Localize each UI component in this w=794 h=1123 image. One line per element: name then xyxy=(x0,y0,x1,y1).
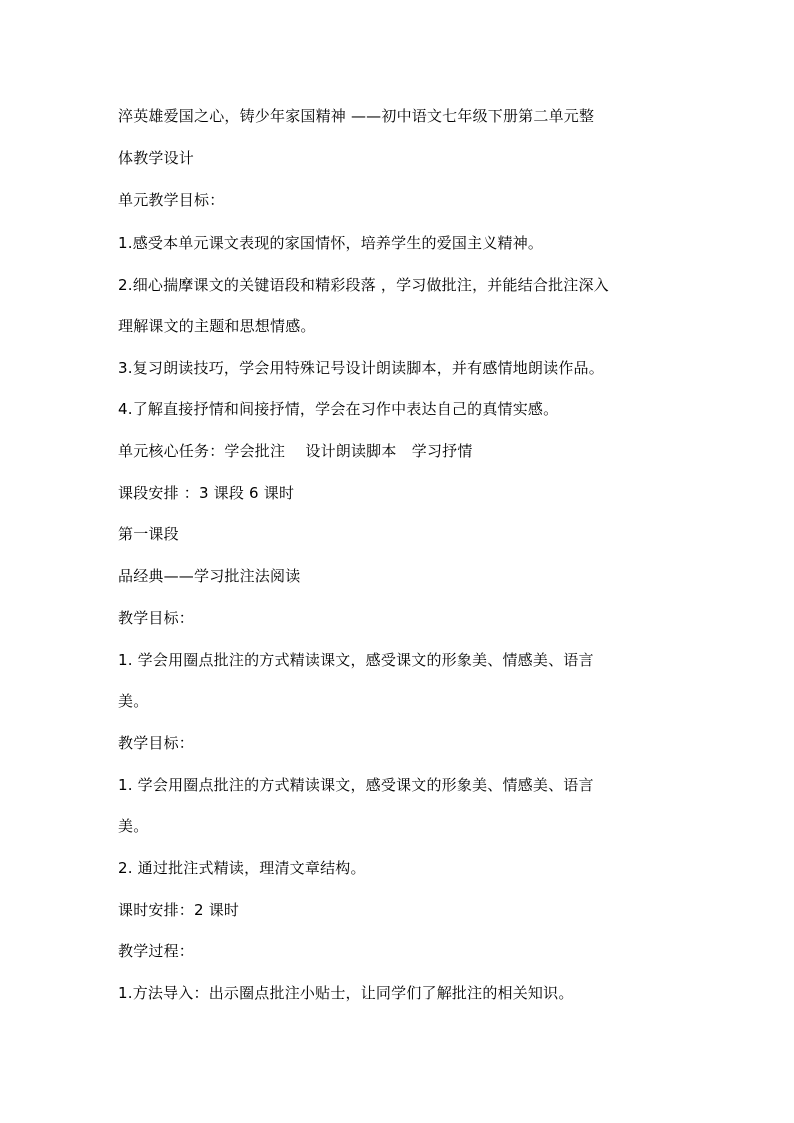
teaching-goal-2: 2. 通过批注式精读，理清文章结构。 xyxy=(118,859,366,877)
teaching-goal-1b-line-1: 1. 学会用圈点批注的方式精读课文，感受课文的形象美、情感美、语言 xyxy=(118,776,594,794)
unit-goal-3: 3.复习朗读技巧，学会用特殊记号设计朗读脚本，并有感情地朗读作品。 xyxy=(118,359,604,377)
document-title-line-1: 淬英雄爱国之心，铸少年家国精神 ——初中语文七年级下册第二单元整 xyxy=(118,107,595,125)
section-heading-first-segment: 第一课段 xyxy=(118,525,179,543)
document-title-line-2: 体教学设计 xyxy=(118,149,195,167)
segment-subtitle: 品经典——学习批注法阅读 xyxy=(118,567,301,585)
section-heading-unit-goals: 单元教学目标： xyxy=(118,191,225,209)
teaching-goal-1b-line-2: 美。 xyxy=(118,817,149,835)
schedule-line: 课段安排 ：3 课段 6 课时 xyxy=(118,484,295,502)
unit-goal-1: 1.感受本单元课文表现的家国情怀，培养学生的爱国主义精神。 xyxy=(118,234,544,252)
teaching-process-heading: 教学过程： xyxy=(118,942,195,960)
class-hours-line: 课时安排：2 课时 xyxy=(118,901,240,919)
teaching-goal-1-line-1: 1. 学会用圈点批注的方式精读课文，感受课文的形象美、情感美、语言 xyxy=(118,651,594,669)
teaching-goals-heading-1: 教学目标： xyxy=(118,609,195,627)
process-step-1: 1.方法导入：出示圈点批注小贴士，让同学们了解批注的相关知识。 xyxy=(118,984,574,1002)
teaching-goals-heading-2: 教学目标： xyxy=(118,734,195,752)
unit-goal-2-line-1: 2.细心揣摩课文的关键语段和精彩段落 ，学习做批注，并能结合批注深入 xyxy=(118,276,609,294)
teaching-goal-1-line-2: 美。 xyxy=(118,692,149,710)
unit-goal-2-line-2: 理解课文的主题和思想情感。 xyxy=(118,317,316,335)
unit-goal-4: 4.了解直接抒情和间接抒情，学会在习作中表达自己的真情实感。 xyxy=(118,400,559,418)
core-tasks-line: 单元核心任务：学会批注 设计朗读脚本 学习抒情 xyxy=(118,442,473,460)
